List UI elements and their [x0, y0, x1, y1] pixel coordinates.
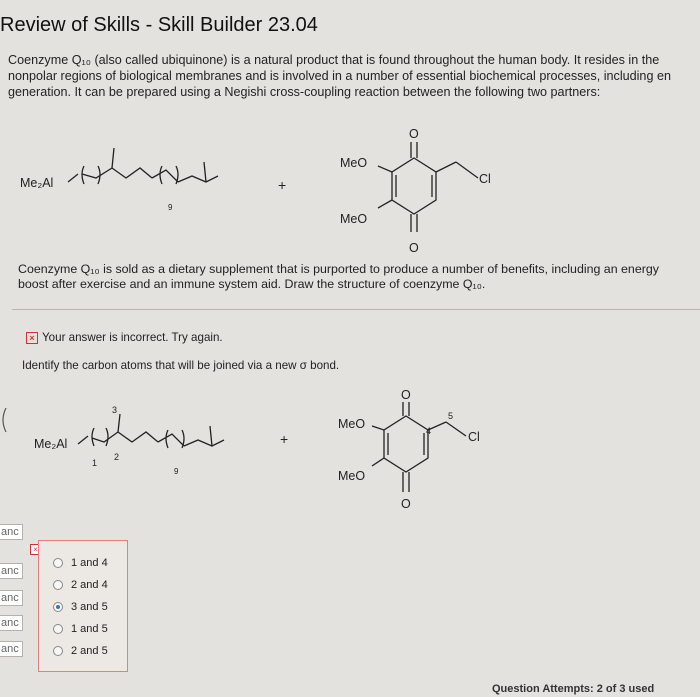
- description-line: Coenzyme Q₁₀ is sold as a dietary supplement that is purported to produce a number of benefits, including an energy: [18, 262, 659, 276]
- meo-bottom-label: MeO: [340, 212, 368, 226]
- feedback-text: Your answer is incorrect. Try again.: [42, 331, 223, 344]
- carbon-number-2: 2: [114, 452, 120, 462]
- question-prompt: Identify the carbon atoms that will be joined via a new σ bond.: [22, 359, 340, 372]
- repeat-subscript: 9: [168, 203, 173, 212]
- intro-line: nonpolar regions of biological membranes and is involved in a number of essential biochemical processes, including en: [8, 69, 671, 83]
- oxygen-top-label: O: [401, 388, 411, 402]
- error-marker-icon: ×: [30, 544, 41, 555]
- carbon-number-3: 3: [112, 405, 118, 415]
- choice-label: 1 and 5: [71, 623, 108, 635]
- oxygen-bottom-label: O: [401, 497, 411, 511]
- choice-option[interactable]: [53, 645, 108, 657]
- oxygen-bottom-label: O: [409, 241, 419, 255]
- radio-button[interactable]: [53, 646, 63, 656]
- attempts-counter: Question Attempts: 2 of 3 used: [492, 683, 655, 695]
- reaction-diagram-top: [0, 122, 700, 262]
- choice-label: 2 and 5: [71, 645, 108, 657]
- side-tab[interactable]: anc: [0, 563, 23, 579]
- side-tab[interactable]: anc: [0, 524, 23, 540]
- radio-button[interactable]: [53, 624, 63, 634]
- choice-option[interactable]: [53, 623, 108, 635]
- repeat-subscript: 9: [174, 467, 179, 476]
- description-paragraph: [18, 262, 659, 292]
- side-tab[interactable]: anc: [0, 615, 23, 631]
- choice-option[interactable]: [53, 601, 108, 613]
- answer-choices: [38, 540, 128, 672]
- reaction-diagram-numbered: [0, 380, 700, 515]
- intro-line: generation. It can be prepared using a Negishi cross-coupling reaction between the following two partners:: [8, 85, 601, 99]
- plus-sign: +: [280, 431, 289, 447]
- divider: [12, 309, 700, 310]
- carbon-number-1: 1: [92, 458, 98, 468]
- choice-label: 1 and 4: [71, 557, 108, 569]
- oxygen-top-label: O: [409, 127, 419, 141]
- intro-line: Coenzyme Q₁₀ (also called ubiquinone) is a natural product that is found throughout the human body. It resides in the: [8, 53, 660, 67]
- side-tab[interactable]: anc: [0, 590, 23, 606]
- intro-paragraph: [8, 52, 700, 100]
- crop-edge-arc: [3, 408, 6, 432]
- meo-bottom-label: MeO: [338, 469, 366, 483]
- meo-top-label: MeO: [338, 417, 366, 431]
- plus-sign: +: [278, 177, 287, 193]
- side-tab[interactable]: anc: [0, 641, 23, 657]
- choice-label: 2 and 4: [71, 579, 108, 591]
- radio-button[interactable]: [53, 558, 63, 568]
- choice-label: 3 and 5: [71, 601, 108, 613]
- radio-button[interactable]: [53, 602, 63, 612]
- chlorine-label: Cl: [468, 430, 480, 444]
- incorrect-icon: ×: [26, 332, 38, 344]
- meo-top-label: MeO: [340, 156, 368, 170]
- radio-button[interactable]: [53, 580, 63, 590]
- reagent-label: Me₂Al: [20, 176, 54, 190]
- carbon-number-4: 4: [426, 426, 432, 436]
- choice-option[interactable]: [53, 579, 108, 591]
- chlorine-label: Cl: [479, 172, 491, 186]
- reagent-label: Me₂Al: [34, 437, 68, 451]
- description-line: boost after exercise and an immune system aid. Draw the structure of coenzyme Q₁₀.: [18, 277, 486, 291]
- page-title: Review of Skills - Skill Builder 23.04: [0, 14, 318, 36]
- carbon-number-5: 5: [448, 411, 454, 421]
- feedback-message: [26, 331, 223, 344]
- choice-option[interactable]: [53, 557, 108, 569]
